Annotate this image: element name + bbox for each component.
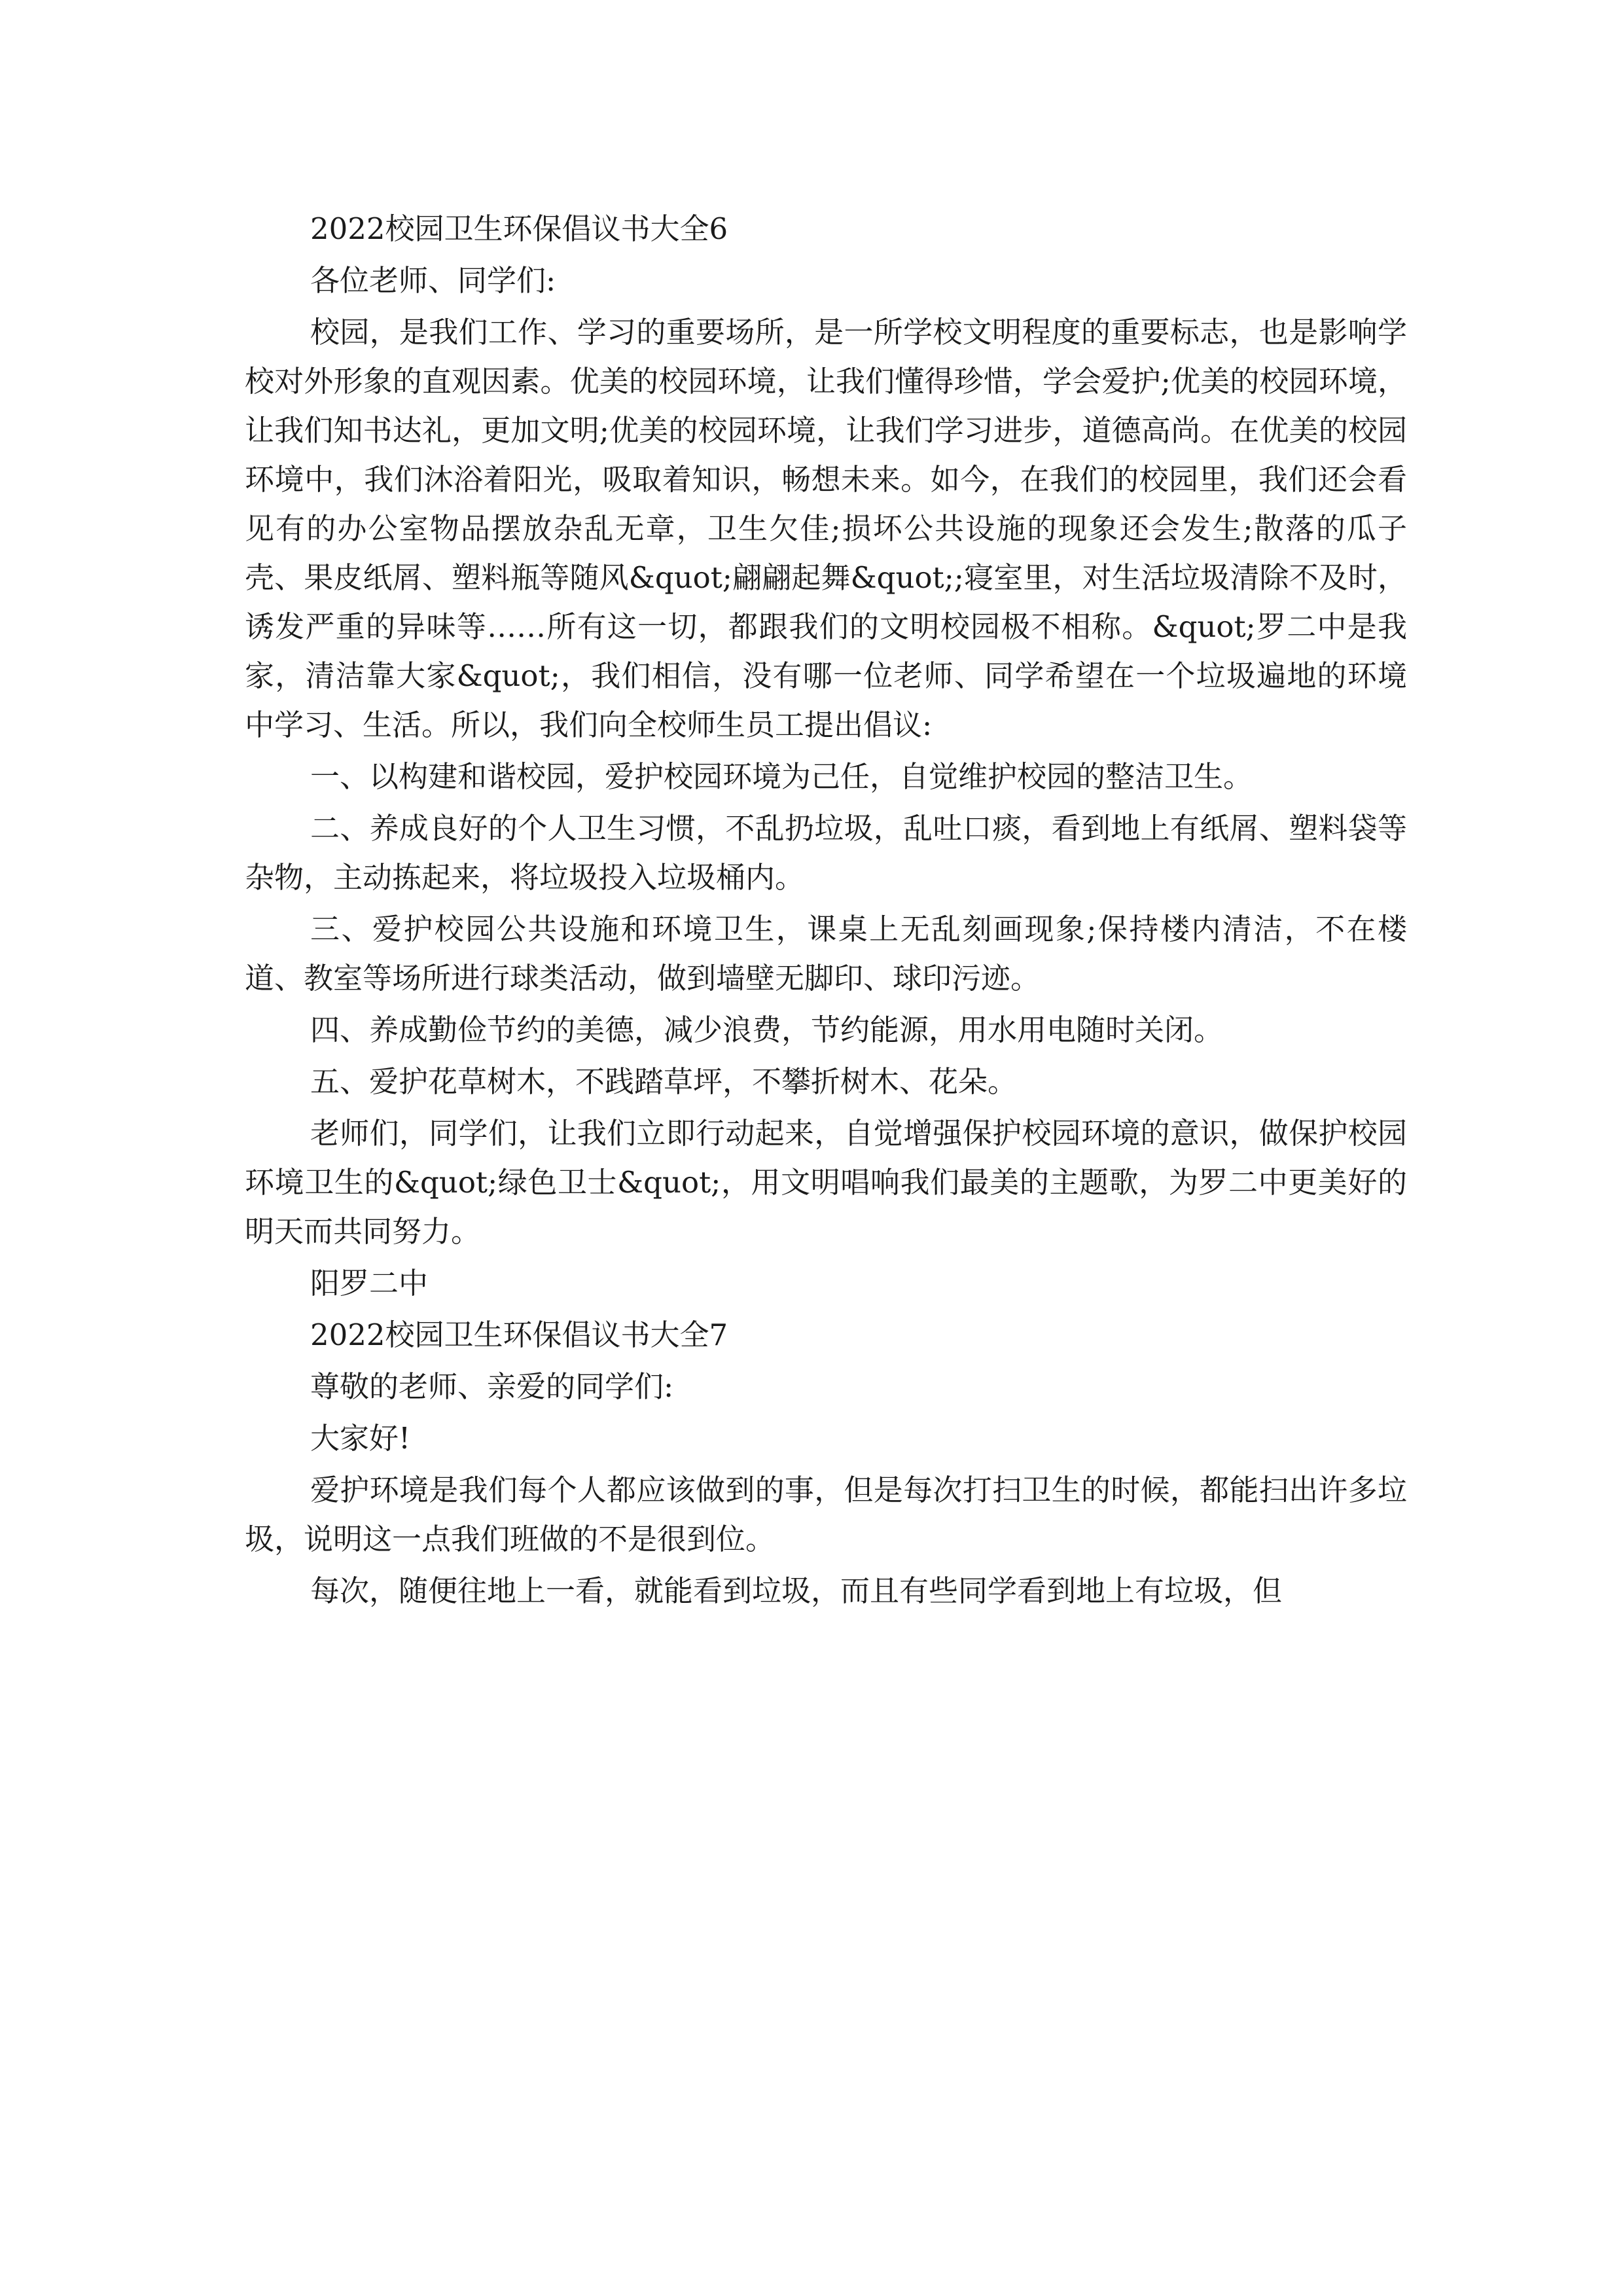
salutation: 尊敬的老师、亲爱的同学们: xyxy=(310,1369,674,1404)
signature: 阳罗二中 xyxy=(310,1266,429,1300)
section-title: 2022校园卫生环保倡议书大全7 xyxy=(310,1318,728,1352)
body-paragraph: 校园，是我们工作、学习的重要场所，是一所学校文明程度的重要标志，也是影响学校对外形象的直观因素。优美的校园环境，让我们懂得珍惜，学会爱护;优美的校园环境，让我们知书达礼，更加文明;优美的校园环境，让我们学习进步，道德高尚。在优美的校园环境中，我们沐浴着阳光，吸取着知识，畅想未来。如今，在我们的校园里，我们还会看见有的办公室物品摆放杂乱无章，卫生欠佳;损坏公共设施的现象还会发生;散落的瓜子壳、果皮纸屑、塑料瓶等随风&quot;翩翩起舞&quot;;寝室里，对生活垃圾清除不及时，诱发严重的异味等……所有这一切，都跟我们的文明校园极不相称。&quot;罗二中是我家，清洁靠大家&quot;，我们相信，没有哪一位老师、同学希望在一个垃圾遍地的环境中学习、生活。所以，我们向全校师生员工提出倡议: xyxy=(245,315,1407,742)
proposal-item-4: 四、养成勤俭节约的美德，减少浪费，节约能源，用水用电随时关闭。 xyxy=(310,1013,1224,1047)
proposal-item-3: 三、爱护校园公共设施和环境卫生，课桌上无乱刻画现象;保持楼内清洁，不在楼道、教室等场所进行球类活动，做到墙壁无脚印、球印污迹。 xyxy=(245,912,1407,996)
document-body xyxy=(245,204,1407,1618)
proposal-item-2: 二、养成良好的个人卫生习惯，不乱扔垃圾，乱吐口痰，看到地上有纸屑、塑料袋等杂物，主动拣起来，将垃圾投入垃圾桶内。 xyxy=(245,811,1407,895)
closing-paragraph: 老师们，同学们，让我们立即行动起来，自觉增强保护校园环境的意识，做保护校园环境卫生的&quot;绿色卫士&quot;，用文明唱响我们最美的主题歌，为罗二中更美好的明天而共同努力。 xyxy=(245,1116,1407,1249)
body-paragraph: 爱护环境是我们每个人都应该做到的事，但是每次打扫卫生的时候，都能扫出许多垃圾，说明这一点我们班做的不是很到位。 xyxy=(245,1473,1407,1556)
salutation: 各位老师、同学们: xyxy=(310,263,556,298)
greeting: 大家好! xyxy=(310,1421,411,1456)
section-title: 2022校园卫生环保倡议书大全6 xyxy=(310,211,728,246)
body-paragraph: 每次，随便往地上一看，就能看到垃圾，而且有些同学看到地上有垃圾，但 xyxy=(310,1573,1283,1608)
proposal-item-1: 一、以构建和谐校园，爱护校园环境为己任，自觉维护校园的整洁卫生。 xyxy=(310,759,1253,794)
proposal-item-5: 五、爱护花草树木，不践踏草坪，不攀折树木、花朵。 xyxy=(310,1064,1018,1099)
